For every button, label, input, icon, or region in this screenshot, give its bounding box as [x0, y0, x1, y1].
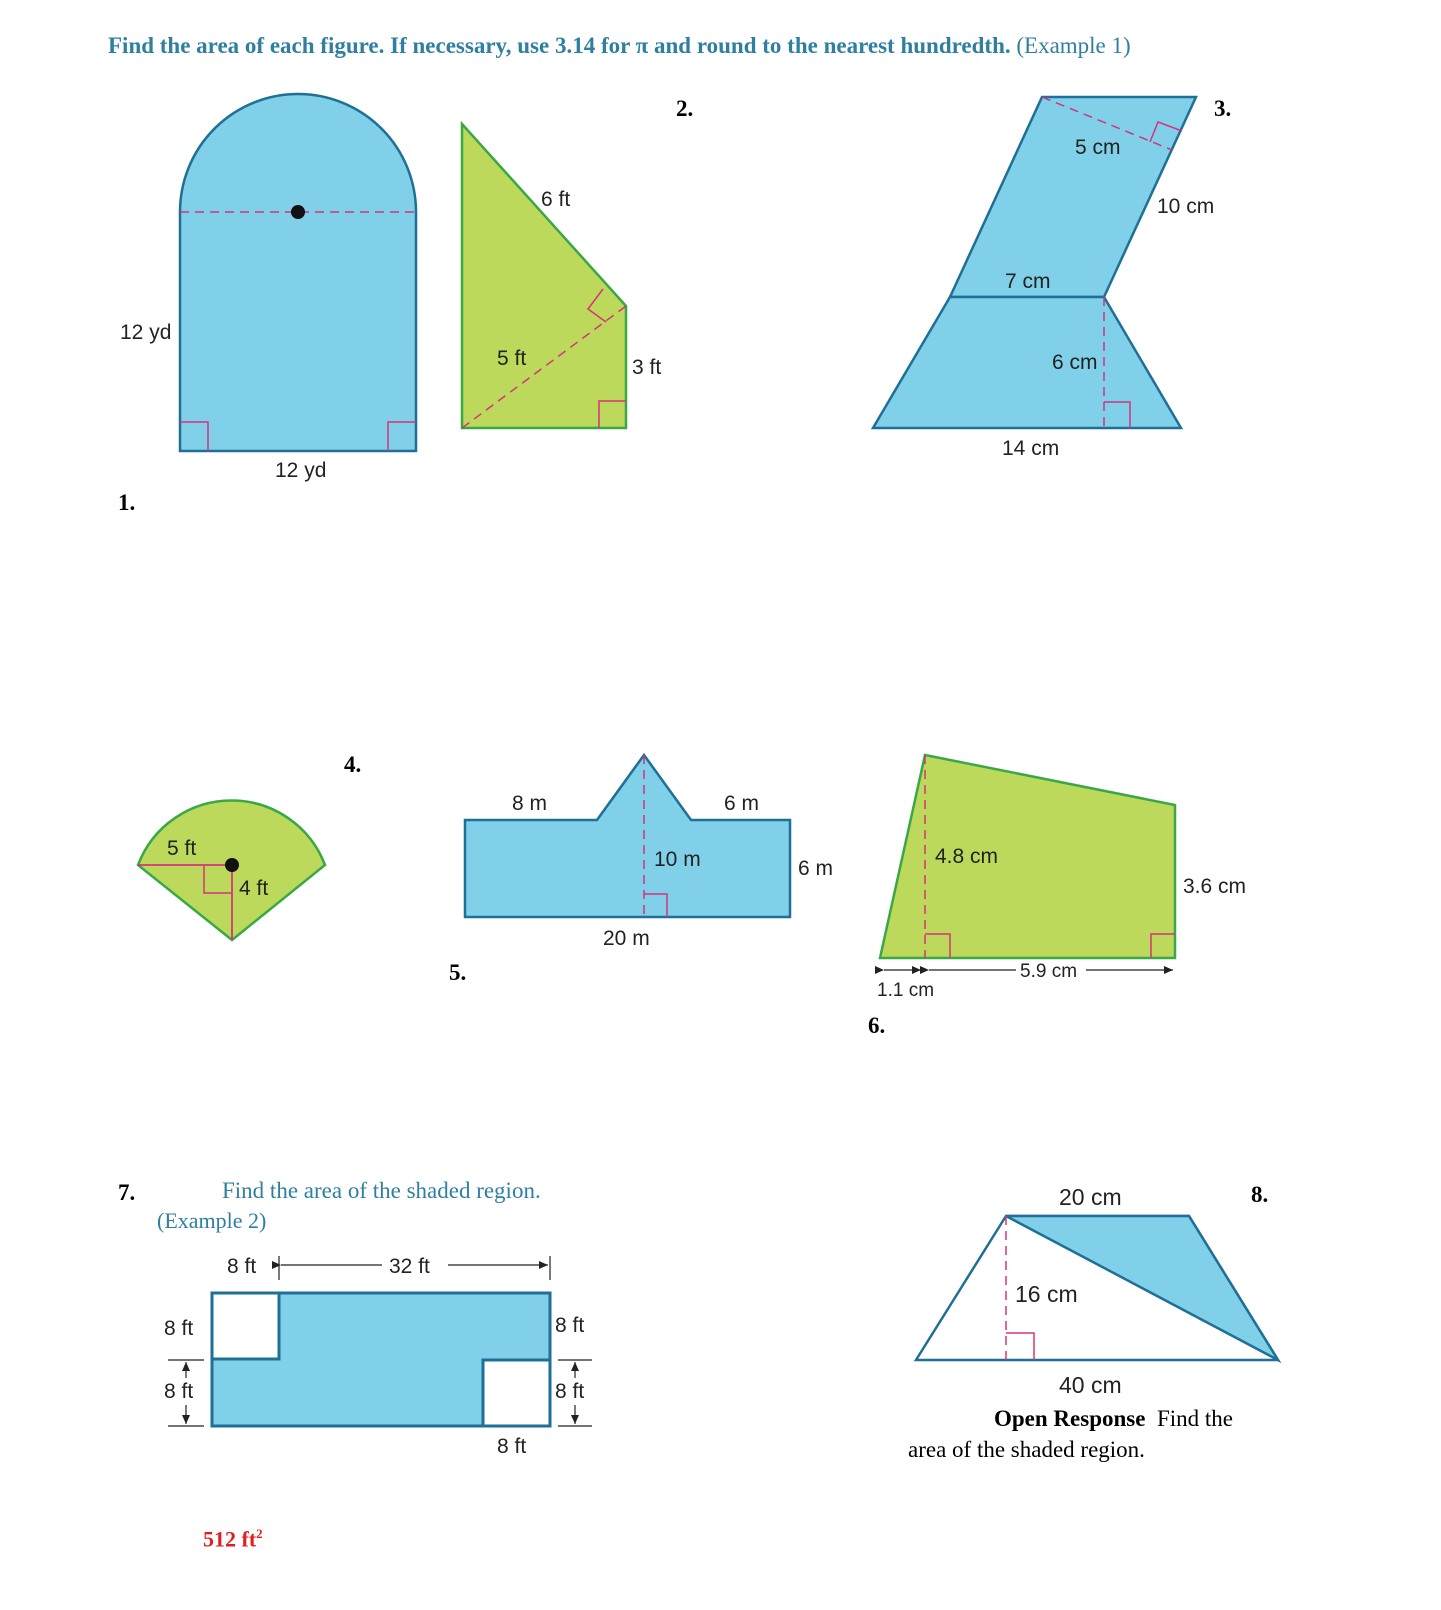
problem-7-instruction: Find the area of the shaded region.	[222, 1178, 541, 1203]
problem-2-number: 2.	[676, 96, 694, 121]
figure-2-diag-label: 5 ft	[497, 347, 527, 370]
problem-5-number: 5.	[449, 960, 467, 985]
problem-3-number: 3.	[1214, 96, 1232, 121]
figure-1-height-label: 12 yd	[120, 321, 172, 344]
figure-7	[164, 1255, 592, 1458]
figure-8-height-label: 16 cm	[1015, 1281, 1078, 1307]
example-reference: (Example 1)	[1016, 33, 1131, 58]
problem-8-number: 8.	[1251, 1182, 1269, 1207]
figure-1	[120, 94, 416, 482]
figure-4-height-label: 4 ft	[239, 877, 269, 900]
figure-7-cutout-top-left	[212, 1293, 279, 1359]
figure-7-right-top-label: 8 ft	[555, 1314, 585, 1337]
figure-8-base-label: 40 cm	[1059, 1372, 1122, 1398]
figure-3-side-label: 10 cm	[1157, 195, 1215, 218]
figure-2-side-label: 3 ft	[632, 356, 662, 379]
open-response-label: Open Response	[994, 1406, 1146, 1431]
figure-3-mid-label: 7 cm	[1005, 270, 1051, 293]
figure-7-top-left-label: 8 ft	[227, 1255, 257, 1278]
instruction-text: Find the area of each figure. If necessary, use 3.14 for π and round to the nearest hundredth.	[108, 33, 1011, 58]
figure-5-shape	[465, 755, 790, 917]
figure-6-height-label: 4.8 cm	[935, 845, 999, 868]
figure-6-base-label: 5.9 cm	[1020, 961, 1078, 982]
figure-5	[465, 755, 833, 950]
figure-7-left-bottom-label: 8 ft	[164, 1380, 194, 1403]
figure-6-offset-label: 1.1 cm	[877, 980, 935, 1001]
problem-6-number: 6.	[868, 1013, 886, 1038]
figure-3-top-height-label: 5 cm	[1075, 136, 1121, 159]
problem-4-number: 4.	[344, 752, 362, 777]
problem-1-number: 1.	[118, 490, 136, 515]
problem-7-example-ref: (Example 2)	[157, 1208, 267, 1233]
figure-2	[462, 124, 661, 428]
figure-7-top-width-label: 32 ft	[389, 1255, 430, 1278]
figure-6-right-label: 3.6 cm	[1183, 875, 1247, 898]
problem-7-number: 7.	[118, 1180, 136, 1205]
figure-3-trapezoid	[873, 297, 1181, 428]
figure-3-bottom-height-label: 6 cm	[1052, 351, 1098, 374]
figure-1-base-label: 12 yd	[275, 459, 327, 482]
figure-7-bottom-label: 8 ft	[497, 1435, 527, 1458]
answer-value: 512 ft	[203, 1526, 257, 1552]
figure-5-side-label: 6 m	[798, 857, 834, 880]
answer-exponent: 2	[256, 1526, 263, 1541]
figure-8	[916, 1184, 1278, 1398]
figure-8-top-label: 20 cm	[1059, 1184, 1122, 1210]
figure-3-base-label: 14 cm	[1002, 437, 1060, 460]
open-response-text: Find the	[1156, 1406, 1233, 1431]
figure-7-cutout-bottom-right	[483, 1360, 550, 1426]
figure-7-left-top-label: 8 ft	[164, 1317, 194, 1340]
figure-5-height-label: 10 m	[654, 848, 701, 871]
figure-2-shape	[462, 124, 626, 428]
figure-4-center-dot	[225, 858, 239, 872]
figure-5-base-label: 20 m	[603, 927, 650, 950]
figure-1-shape	[180, 94, 416, 451]
figure-7-right-bottom-label: 8 ft	[555, 1380, 585, 1403]
figure-1-center-dot	[291, 205, 305, 219]
open-response-text-line2: area of the shaded region.	[908, 1437, 1145, 1462]
figure-5-left-label: 8 m	[512, 792, 548, 815]
figure-4	[138, 800, 325, 940]
figure-2-hyp-label: 6 ft	[541, 188, 571, 211]
figure-6	[877, 755, 1246, 1001]
figure-3	[873, 97, 1214, 460]
figure-4-radius-label: 5 ft	[167, 837, 197, 860]
figure-5-right-label: 6 m	[724, 792, 760, 815]
